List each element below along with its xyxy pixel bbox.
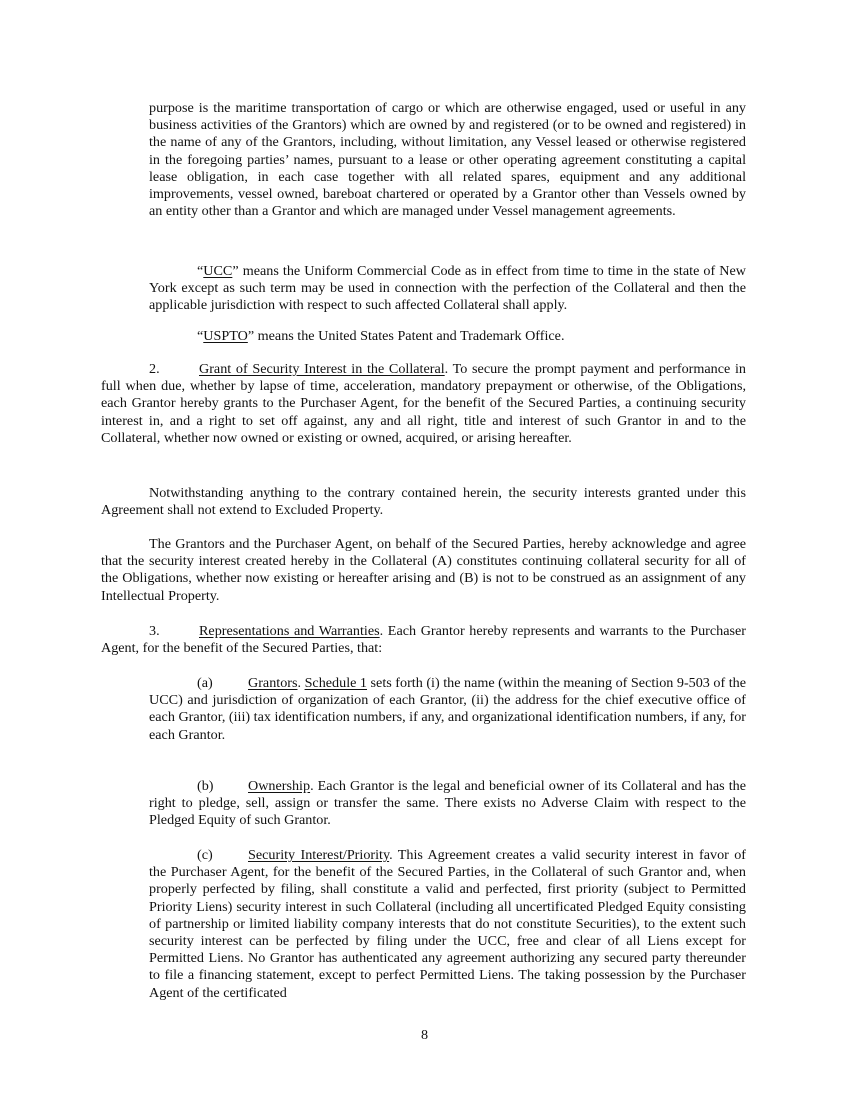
item-b-text: . Each Grantor is the legal and beneficial owner of its Collateral and has the right to pledge, sell, assign or transfer the same. There exists no Adverse Claim with respect to the Pledged Equity of such Grantor. [149,778,746,829]
item-b-label: (b) [197,778,214,794]
schedule-1-reference: Schedule 1 [304,675,368,691]
section-2-grant-of-security-interest [101,361,746,447]
item-a-grantors [149,675,746,744]
item-c-label: (c) [197,847,213,863]
item-a-text: sets forth (i) the name (within the meaning of Section 9-503 of the UCC) and jurisdiction of organization of each Grantor, (ii) the address for the chief executive office of each Grantor, (iii) tax identification numbers, if any, and organizational identification numbers, if any, for each Grantor. [149,675,746,743]
section-3-heading: Representations and Warranties [199,623,380,639]
uspto-term: USPTO [203,328,248,344]
uspto-definition-text: ” means the United States Patent and Trademark Office. [247,328,565,344]
acknowledgement-paragraph: The Grantors and the Purchaser Agent, on behalf of the Secured Parties, hereby acknowledge and agree that the security interest created hereby in the Collateral (A) constitutes continuing collateral security for all of the Obligations, whether now existing or hereafter arising and (B) is not to be construed as an assignment of any Intellectual Property. [101,536,746,604]
item-a-label: (a) [197,675,213,691]
item-b-ownership [149,778,746,830]
ucc-definition-text: ” means the Uniform Commercial Code as in effect from time to time in the state of New York except as such term may be used in connection with the perfection of the Collateral and then the applicable jurisdiction with respect to such affected Collateral shall apply. [149,263,746,314]
item-b-heading: Ownership [248,778,311,794]
ucc-definition [149,263,746,315]
uspto-definition [149,328,746,345]
section-2-text: . To secure the prompt payment and performance in full when due, whether by lapse of time, acceleration, mandatory prepayment or otherwise, of the Obligations, each Grantor hereby grants to the Purchaser Agent, for the benefit of the Secured Parties, a continuing security interest in, and a right to set off against, any and all right, title and interest of such Grantor in and to the Collateral, whether now owned or existing or owned, acquired, or arising hereafter. [101,361,746,446]
uspto-open-quote: “ [197,328,204,344]
section-2-number: 2. [149,361,160,377]
excluded-property-paragraph: Notwithstanding anything to the contrary contained herein, the security interests granted under this Agreement shall not extend to Excluded Property. [101,485,746,519]
section-3-text: . Each Grantor hereby represents and warrants to the Purchaser Agent, for the benefit of the Secured Parties, that: [101,623,746,657]
item-a-separator: . [297,675,305,691]
item-c-text: . This Agreement creates a valid security interest in favor of the Purchaser Agent, for the benefit of the Secured Parties, in the Collateral of such Grantor and, when properly perfected by filing, shall constitute a valid and perfected, first priority (subject to Permitted Priority Liens) security interest in such Collateral (including all uncertificated Pledged Equity consisting of partnership or limited liability company interests that do not constitute Securities), to the extent such security interest can be perfected by filing under the UCC, free and clear of all Liens except for Permitted Liens. No Grantor has authenticated any agreement authorizing any secured party thereunder to file a financing statement, except to perfect Permitted Liens. The taking possession by the Purchaser Agent of the certificated [149,847,746,1001]
section-2-heading: Grant of Security Interest in the Collateral [199,361,445,377]
item-c-heading: Security Interest/Priority [248,847,390,863]
ucc-open-quote: “ [197,263,204,279]
ucc-term: UCC [203,263,233,279]
vessel-definition-continuation: purpose is the maritime transportation of cargo or which are otherwise engaged, used or useful in any business activities of the Grantors) which are owned by and registered (or to be owned and registered) in the name of any of the Grantors, including, without limitation, any Vessel leased or otherwise registered in the foregoing parties’ names, pursuant to a lease or other operating agreement constituting a capital lease obligation, in each case together with all related spares, equipment and any additional improvements, vessel owned, bareboat chartered or operated by a Grantor other than Vessels owned by an entity other than a Grantor and which are managed under Vessel management agreements. [149,100,746,220]
item-a-heading: Grantors [248,675,298,691]
page-number: 8 [420,1027,429,1043]
item-c-security-interest-priority [149,847,746,1002]
section-3-number: 3. [149,623,160,639]
section-3-representations [101,623,746,657]
